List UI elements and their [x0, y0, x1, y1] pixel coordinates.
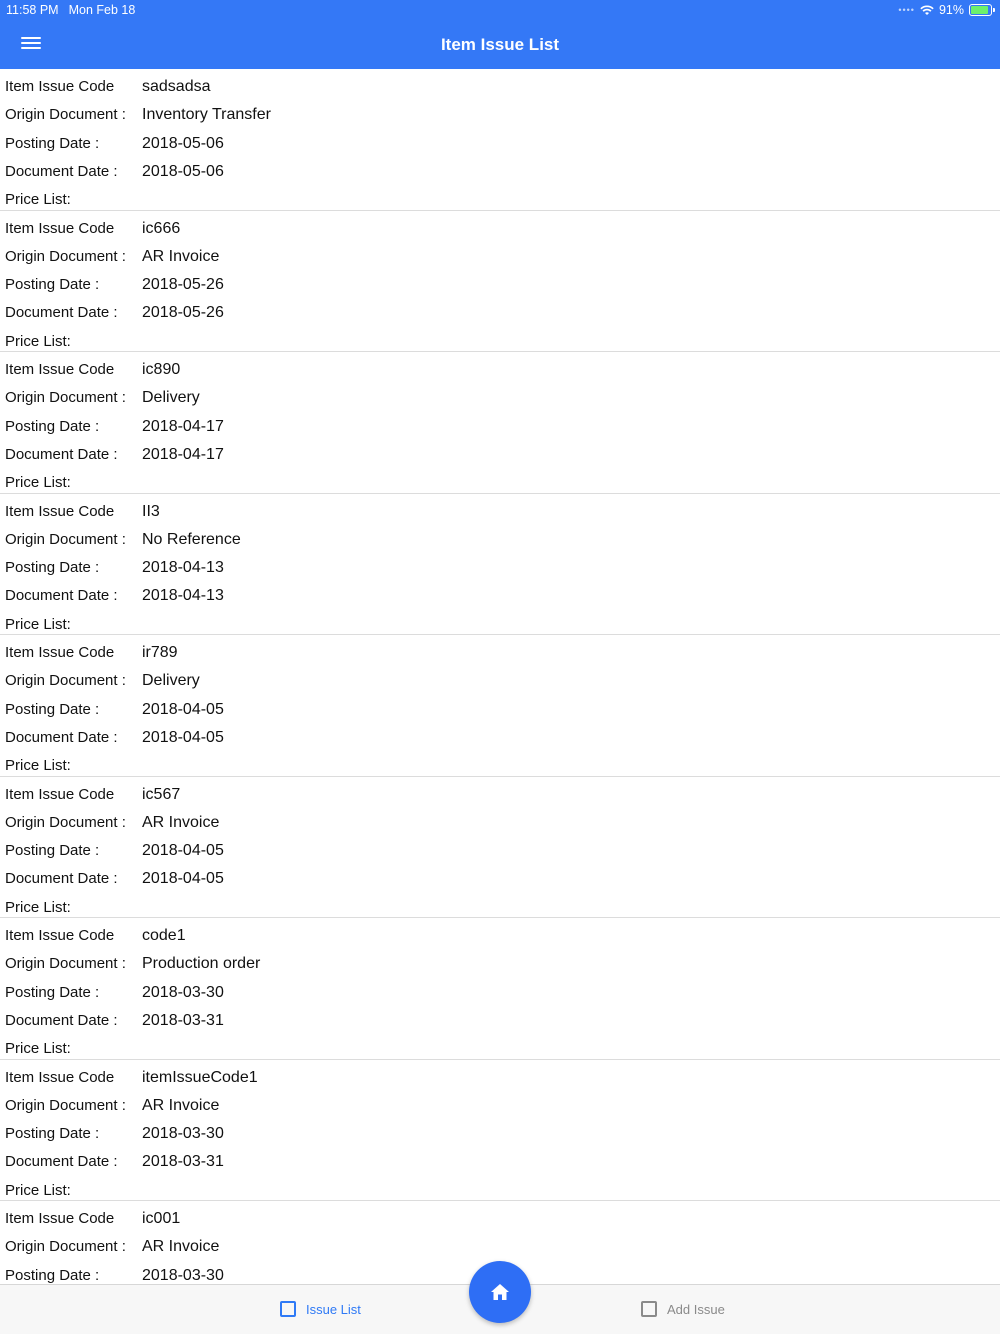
list-item[interactable]: [0, 777, 1000, 919]
item-issue-code-label: Item Issue Code: [5, 1068, 115, 1086]
item-issue-list: [0, 69, 1000, 1343]
document-date-label: Document Date :: [5, 870, 118, 888]
posting-date-value: 2018-05-26: [142, 276, 224, 294]
posting-date-value: 2018-03-30: [142, 983, 224, 1001]
posting-date-label: Posting Date :: [5, 700, 100, 718]
origin-document-label: Origin Document :: [5, 530, 126, 548]
origin-document-value: Delivery: [142, 389, 200, 407]
origin-document-label: Origin Document :: [5, 1096, 126, 1114]
list-item[interactable]: [0, 352, 1000, 494]
status-bar-right: [898, 3, 992, 17]
posting-date-label: Posting Date :: [5, 1125, 100, 1143]
posting-date-value: 2018-04-13: [142, 559, 224, 577]
item-issue-code-label: Item Issue Code: [5, 502, 115, 520]
tab-issue-list[interactable]: [280, 1301, 361, 1317]
checkbox-square-icon: [641, 1301, 657, 1317]
posting-date-value: 2018-03-30: [142, 1125, 224, 1143]
document-date-value: 2018-04-17: [142, 445, 224, 463]
item-issue-code-label: Item Issue Code: [5, 927, 115, 944]
battery-icon: [969, 4, 992, 16]
posting-date-value: 2018-04-17: [142, 417, 224, 435]
checkbox-square-icon: [280, 1301, 296, 1317]
posting-date-value: 2018-03-30: [142, 1266, 224, 1284]
wifi-icon: [920, 5, 934, 16]
posting-date-label: Posting Date :: [5, 1266, 100, 1284]
item-issue-code-label: Item Issue Code: [5, 644, 115, 661]
item-issue-code-value: II3: [142, 502, 160, 520]
item-issue-code-label: Item Issue Code: [5, 785, 115, 803]
origin-document-value: Production order: [142, 955, 261, 973]
document-date-label: Document Date :: [5, 162, 118, 180]
status-bar-left: [6, 3, 135, 17]
item-issue-code-value: ic666: [142, 219, 181, 237]
app-header: [0, 0, 1000, 69]
origin-document-label: Origin Document :: [5, 813, 126, 831]
list-item[interactable]: [0, 918, 1000, 1060]
posting-date-value: 2018-04-05: [142, 842, 224, 860]
origin-document-label: Origin Document :: [5, 1238, 126, 1256]
price-list-label: Price List:: [5, 898, 71, 916]
document-date-label: Document Date :: [5, 728, 118, 746]
item-issue-code-value: ic890: [142, 361, 181, 378]
document-date-value: 2018-04-05: [142, 728, 224, 746]
signal-icon: ••••: [898, 5, 915, 15]
document-date-value: 2018-04-05: [142, 870, 224, 888]
home-icon: [490, 1283, 510, 1301]
tab-add-issue-label: Add Issue: [667, 1301, 725, 1317]
document-date-value: 2018-05-26: [142, 304, 224, 322]
origin-document-value: Inventory Transfer: [142, 106, 271, 124]
origin-document-label: Origin Document :: [5, 247, 126, 265]
item-issue-code-value: sadsadsa: [142, 78, 211, 95]
tab-add-issue[interactable]: [641, 1301, 725, 1317]
list-item[interactable]: [0, 635, 1000, 777]
document-date-value: 2018-05-06: [142, 162, 224, 180]
item-issue-code-value: code1: [142, 927, 186, 944]
item-issue-code-value: itemIssueCode1: [142, 1068, 258, 1086]
item-issue-code-value: ic001: [142, 1210, 181, 1227]
posting-date-label: Posting Date :: [5, 559, 100, 577]
list-item[interactable]: [0, 1060, 1000, 1202]
posting-date-label: Posting Date :: [5, 134, 100, 152]
price-list-label: Price List:: [5, 757, 71, 775]
origin-document-label: Origin Document :: [5, 955, 126, 973]
origin-document-label: Origin Document :: [5, 389, 126, 407]
price-list-label: Price List:: [5, 1040, 71, 1058]
posting-date-value: 2018-04-05: [142, 700, 224, 718]
status-time: 11:58 PM: [6, 3, 59, 17]
document-date-value: 2018-03-31: [142, 1153, 224, 1171]
origin-document-value: AR Invoice: [142, 247, 220, 265]
item-issue-code-label: Item Issue Code: [5, 1210, 115, 1227]
list-item[interactable]: [0, 211, 1000, 353]
document-date-label: Document Date :: [5, 304, 118, 322]
home-button[interactable]: [469, 1261, 531, 1323]
document-date-value: 2018-03-31: [142, 1011, 224, 1029]
origin-document-value: AR Invoice: [142, 813, 220, 831]
price-list-label: Price List:: [5, 1181, 71, 1199]
posting-date-label: Posting Date :: [5, 842, 100, 860]
posting-date-value: 2018-05-06: [142, 134, 224, 152]
origin-document-value: AR Invoice: [142, 1096, 220, 1114]
list-item[interactable]: [0, 69, 1000, 211]
document-date-label: Document Date :: [5, 445, 118, 463]
origin-document-value: Delivery: [142, 672, 200, 690]
battery-percent: 91%: [938, 3, 964, 17]
origin-document-value: No Reference: [142, 530, 241, 548]
posting-date-label: Posting Date :: [5, 983, 100, 1001]
document-date-label: Document Date :: [5, 587, 118, 605]
price-list-label: Price List:: [5, 191, 71, 209]
price-list-label: Price List:: [5, 332, 71, 350]
item-issue-code-label: Item Issue Code: [5, 219, 115, 237]
item-issue-code-label: Item Issue Code: [5, 361, 115, 378]
price-list-label: Price List:: [5, 474, 71, 492]
tab-issue-list-label: Issue List: [306, 1301, 361, 1317]
price-list-label: Price List:: [5, 615, 71, 633]
document-date-label: Document Date :: [5, 1011, 118, 1029]
origin-document-label: Origin Document :: [5, 672, 126, 690]
posting-date-label: Posting Date :: [5, 417, 100, 435]
list-item[interactable]: [0, 494, 1000, 636]
document-date-label: Document Date :: [5, 1153, 118, 1171]
page-title: Item Issue List: [440, 35, 560, 54]
origin-document-label: Origin Document :: [5, 106, 126, 124]
document-date-value: 2018-04-13: [142, 587, 224, 605]
origin-document-value: AR Invoice: [142, 1238, 220, 1256]
posting-date-label: Posting Date :: [5, 276, 100, 294]
status-date: Mon Feb 18: [68, 3, 136, 17]
item-issue-code-value: ir789: [142, 644, 178, 661]
item-issue-code-label: Item Issue Code: [5, 78, 115, 95]
item-issue-code-value: ic567: [142, 785, 181, 803]
